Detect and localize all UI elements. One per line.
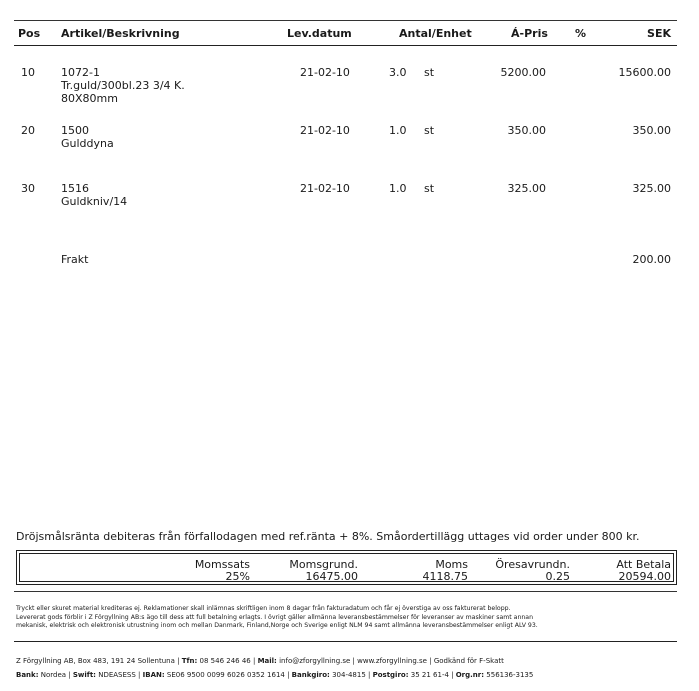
footer-bankgiro-value: 304-4815: [332, 671, 366, 679]
row-desc: Tr.guld/300bl.23 3/4 K.: [61, 79, 185, 92]
header-procent: %: [575, 27, 587, 40]
footer-postgiro-value: 35 21 61-4: [410, 671, 449, 679]
footer-orgnr-label: Org.nr:: [455, 671, 485, 679]
footer-contact: Z Förgyllning AB, Box 483, 191 24 Sollentuna | Tfn: 08 546 246 46 | Mail: info@zforgyllning.se | www.zforgyllning.se | Godkänd för F-Skatt: [16, 657, 504, 665]
row-unit: st: [424, 66, 435, 79]
interest-notice: Dröjsmålsränta debiteras från förfallodagen med ref.ränta + 8%. Småordertillägg uttages vid order under 800 kr.: [16, 530, 640, 543]
footer-mail-label: Mail:: [257, 657, 277, 665]
row-price: 350.00: [507, 124, 546, 137]
footer-tfn-label: Tfn:: [181, 657, 198, 665]
footer-swift-value: NDEASESS: [98, 671, 136, 679]
freight-label: Frakt: [61, 253, 89, 266]
footer-rule: [14, 641, 677, 642]
footer-bank-value: Nordea: [40, 671, 67, 679]
footer-iban-value: SE06 9500 0099 6026 0352 1614: [166, 671, 285, 679]
row-date: 21-02-10: [300, 66, 350, 79]
summary-inner: [19, 553, 674, 582]
row-artnr: 1072-1: [61, 66, 100, 79]
footer-postgiro-label: Postgiro:: [372, 671, 409, 679]
header-artikel: Artikel/Beskrivning: [61, 27, 180, 40]
row-artnr: 1500: [61, 124, 89, 137]
header-antal: Antal/Enhet: [399, 27, 472, 40]
header-sek: SEK: [647, 27, 671, 40]
header-pos: Pos: [18, 27, 41, 40]
header-rule: [14, 45, 677, 46]
header-levdatum: Lev.datum: [287, 27, 352, 40]
summary-box: [16, 550, 677, 585]
footer-bank-label: Bank:: [16, 671, 39, 679]
summary-rule: [14, 591, 677, 592]
row-desc: Gulddyna: [61, 137, 114, 150]
row-unit: st: [424, 182, 435, 195]
row-pos: 10: [21, 66, 35, 79]
footer-tfn: 08 546 246 46: [199, 657, 251, 665]
oresavrundn-value: 0.25: [545, 570, 570, 583]
footer-orgnr-value: 556136-3135: [486, 671, 534, 679]
attbetala-label: Att Betala: [616, 558, 671, 571]
row-desc: Guldkniv/14: [61, 195, 128, 208]
row-artnr: 1516: [61, 182, 89, 195]
footer-mail[interactable]: info@zforgyllning.se: [279, 657, 351, 665]
row-qty: 1.0: [389, 182, 407, 195]
footer-swift-label: Swift:: [72, 671, 96, 679]
footer-company: Z Förgyllning AB, Box 483, 191 24 Sollentuna: [16, 657, 175, 665]
row-unit: st: [424, 124, 435, 137]
footer-bankgiro-label: Bankgiro:: [291, 671, 330, 679]
attbetala-value: 20594.00: [618, 570, 671, 583]
momssats-label: Momssats: [194, 558, 250, 571]
moms-label: Moms: [435, 558, 468, 571]
footer-iban-label: IBAN:: [142, 671, 165, 679]
row-qty: 1.0: [389, 124, 407, 137]
terms-line: Tryckt eller skuret material krediteras ej. Reklamationer skall inlämnas skriftligen inom 8 dagar från fakturadatum och får ej överstiga av oss fakturerat belopp.: [16, 605, 511, 612]
terms-text: [16, 605, 676, 631]
footer-fskatt: Godkänd för F-Skatt: [433, 657, 504, 665]
moms-value: 4118.75: [422, 570, 468, 583]
terms-line: mekanisk, elektrisk och elektronisk utrustning inom och mellan Danmark, Finland,Norge och Sverige enligt NLM 94 samt allmänna leveransbestämmelser enligt ALV 93.: [16, 622, 538, 629]
row-price: 325.00: [507, 182, 546, 195]
oresavrundn-label: Öresavrundn.: [495, 558, 570, 571]
row-date: 21-02-10: [300, 124, 350, 137]
row-qty: 3.0: [389, 66, 407, 79]
row-sek: 350.00: [632, 124, 671, 137]
momsgrund-value: 16475.00: [305, 570, 358, 583]
row-price: 5200.00: [500, 66, 546, 79]
row-desc-extra: 80X80mm: [61, 92, 118, 105]
footer-bank: Bank: Nordea | Swift: NDEASESS | IBAN: SE06 9500 0099 6026 0352 1614 | Bankgiro: 304-4815 | Postgiro: 35 21 61-4 | Org.nr: 556136-3135: [16, 671, 534, 679]
momssats-value: 25%: [225, 570, 250, 583]
footer-web[interactable]: www.zforgyllning.se: [357, 657, 427, 665]
row-pos: 20: [21, 124, 35, 137]
row-date: 21-02-10: [300, 182, 350, 195]
row-sek: 15600.00: [618, 66, 671, 79]
terms-line: Levererat gods förblir i Z Förgyllning AB:s ägo till dess att full betalning erlagts. I övrigt gäller allmänna leveransbestämmelser för leveranser av maskiner samt annan: [16, 613, 534, 621]
freight-sek: 200.00: [632, 253, 671, 266]
row-pos: 30: [21, 182, 35, 195]
top-rule: [14, 20, 677, 21]
momsgrund-label: Momsgrund.: [289, 558, 358, 571]
header-apris: Á-Pris: [511, 27, 548, 40]
row-sek: 325.00: [632, 182, 671, 195]
